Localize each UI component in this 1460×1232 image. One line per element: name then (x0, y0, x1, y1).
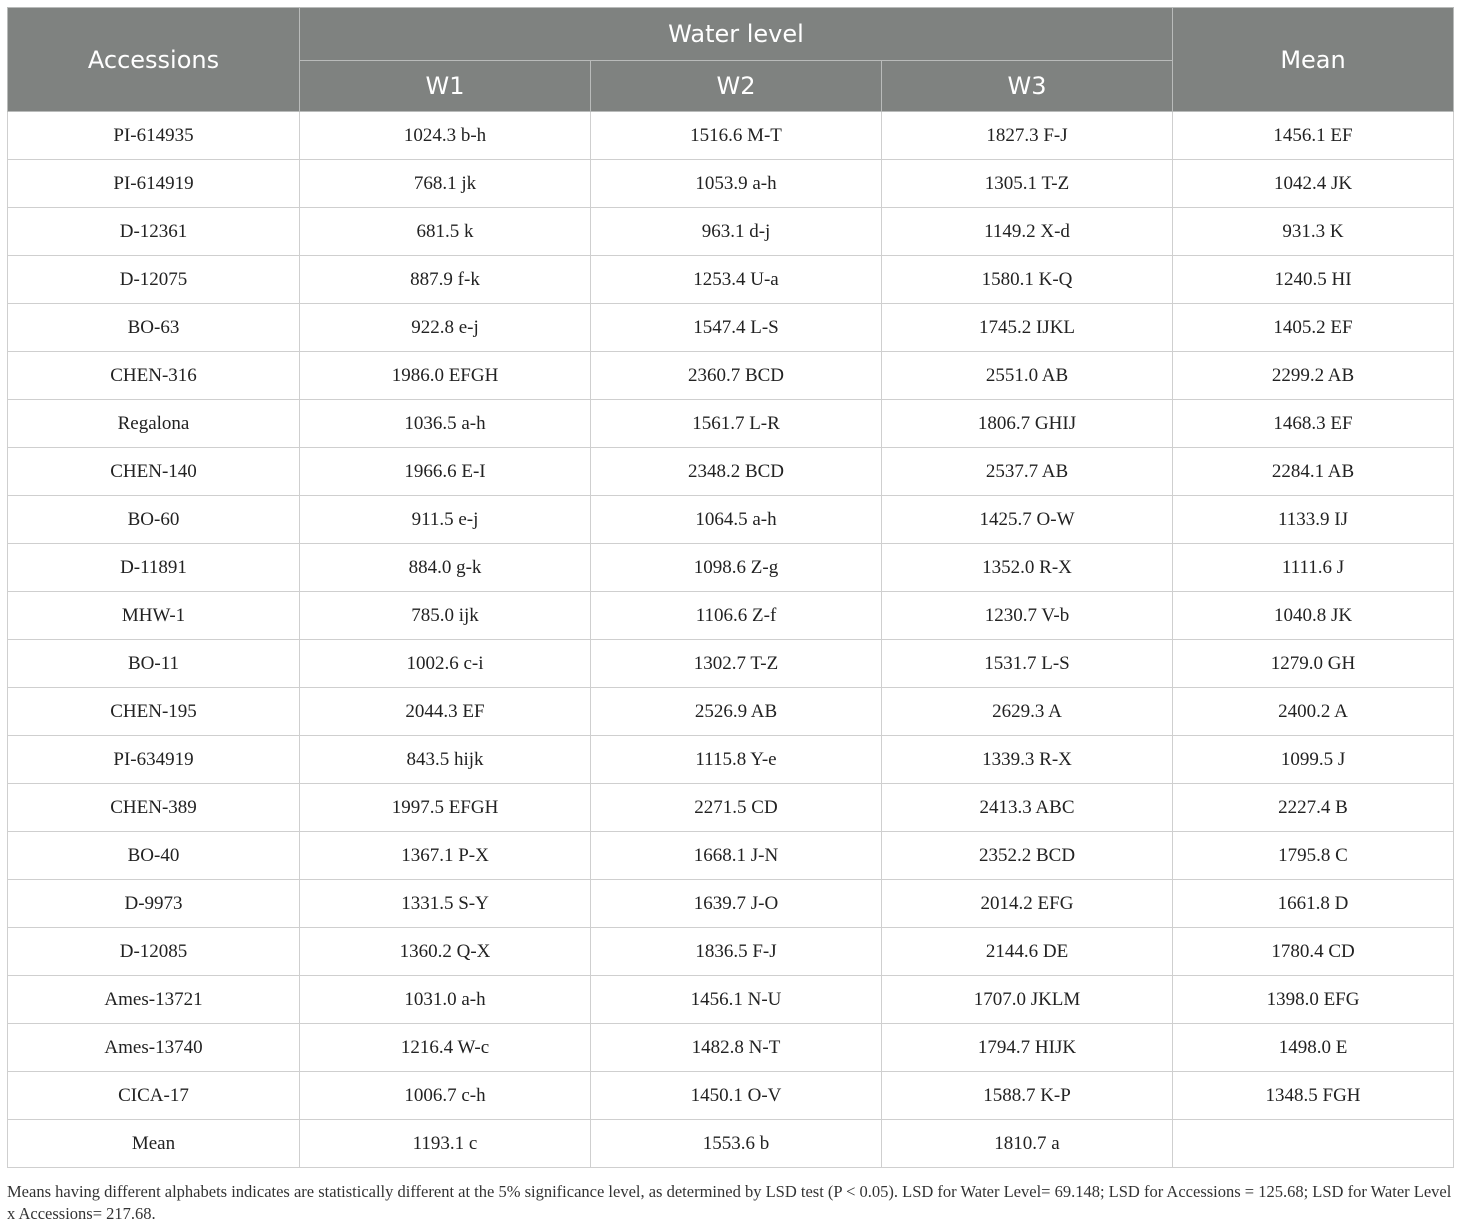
cell-accession: D-12361 (8, 208, 300, 256)
cell-accession: CICA-17 (8, 1072, 300, 1120)
cell-w1: 922.8 e-j (300, 304, 591, 352)
cell-mean: 1398.0 EFG (1173, 976, 1454, 1024)
cell-w2: 1115.8 Y-e (591, 736, 882, 784)
table-row (8, 160, 1454, 208)
cell-mean: 1133.9 IJ (1173, 496, 1454, 544)
cell-mean: 1405.2 EF (1173, 304, 1454, 352)
cell-w2: 1450.1 O-V (591, 1072, 882, 1120)
cell-w1: 1193.1 c (300, 1120, 591, 1168)
cell-w1: 887.9 f-k (300, 256, 591, 304)
cell-w2: 1482.8 N-T (591, 1024, 882, 1072)
cell-w2: 1561.7 L-R (591, 400, 882, 448)
table-row (8, 304, 1454, 352)
cell-mean: 931.3 K (1173, 208, 1454, 256)
cell-w2: 1668.1 J-N (591, 832, 882, 880)
cell-w1: 1966.6 E-I (300, 448, 591, 496)
cell-w3: 1580.1 K-Q (882, 256, 1173, 304)
cell-accession: MHW-1 (8, 592, 300, 640)
header-w3: W3 (882, 61, 1173, 112)
cell-mean: 1348.5 FGH (1173, 1072, 1454, 1120)
cell-accession: CHEN-316 (8, 352, 300, 400)
cell-mean: 1498.0 E (1173, 1024, 1454, 1072)
cell-mean: 1456.1 EF (1173, 112, 1454, 160)
cell-accession: D-12085 (8, 928, 300, 976)
cell-w3: 2413.3 ABC (882, 784, 1173, 832)
data-table-container (7, 7, 1453, 1168)
cell-w2: 1836.5 F-J (591, 928, 882, 976)
cell-w3: 2352.2 BCD (882, 832, 1173, 880)
cell-w1: 785.0 ijk (300, 592, 591, 640)
table-row (8, 688, 1454, 736)
cell-w3: 1149.2 X-d (882, 208, 1173, 256)
header-w1: W1 (300, 61, 591, 112)
cell-w2: 1516.6 M-T (591, 112, 882, 160)
table-row (8, 592, 1454, 640)
cell-accession: PI-614919 (8, 160, 300, 208)
cell-accession: BO-11 (8, 640, 300, 688)
cell-accession: Mean (8, 1120, 300, 1168)
cell-w1: 911.5 e-j (300, 496, 591, 544)
cell-accession: PI-634919 (8, 736, 300, 784)
table-body (8, 112, 1454, 1168)
table-row (8, 400, 1454, 448)
cell-w1: 1036.5 a-h (300, 400, 591, 448)
header-w2: W2 (591, 61, 882, 112)
cell-w1: 1997.5 EFGH (300, 784, 591, 832)
cell-accession: D-12075 (8, 256, 300, 304)
cell-accession: CHEN-389 (8, 784, 300, 832)
cell-w1: 1216.4 W-c (300, 1024, 591, 1072)
cell-w2: 2526.9 AB (591, 688, 882, 736)
cell-w2: 1456.1 N-U (591, 976, 882, 1024)
header-water-level: Water level (300, 8, 1173, 61)
accessions-water-level-table (7, 7, 1454, 1168)
cell-w2: 1547.4 L-S (591, 304, 882, 352)
cell-accession: Regalona (8, 400, 300, 448)
cell-w1: 768.1 jk (300, 160, 591, 208)
cell-mean: 1468.3 EF (1173, 400, 1454, 448)
cell-w3: 1810.7 a (882, 1120, 1173, 1168)
cell-accession: BO-60 (8, 496, 300, 544)
cell-w3: 2537.7 AB (882, 448, 1173, 496)
header-accessions: Accessions (8, 8, 300, 112)
table-row (8, 1072, 1454, 1120)
cell-mean: 2299.2 AB (1173, 352, 1454, 400)
cell-w1: 1367.1 P-X (300, 832, 591, 880)
table-row (8, 832, 1454, 880)
table-row (8, 976, 1454, 1024)
cell-w3: 1794.7 HIJK (882, 1024, 1173, 1072)
table-row (8, 784, 1454, 832)
cell-accession: D-11891 (8, 544, 300, 592)
cell-accession: CHEN-195 (8, 688, 300, 736)
table-row (8, 496, 1454, 544)
header-mean: Mean (1173, 8, 1454, 112)
cell-w2: 2360.7 BCD (591, 352, 882, 400)
cell-mean: 1099.5 J (1173, 736, 1454, 784)
cell-w2: 1253.4 U-a (591, 256, 882, 304)
cell-w1: 1002.6 c-i (300, 640, 591, 688)
table-row (8, 880, 1454, 928)
cell-w3: 1707.0 JKLM (882, 976, 1173, 1024)
cell-w3: 1531.7 L-S (882, 640, 1173, 688)
cell-accession: Ames-13721 (8, 976, 300, 1024)
cell-w2: 1639.7 J-O (591, 880, 882, 928)
cell-mean: 1042.4 JK (1173, 160, 1454, 208)
cell-w1: 1006.7 c-h (300, 1072, 591, 1120)
table-footnote: Means having different alphabets indicates are statistically different at the 5% significance level, as determined by LSD test (P < 0.05). LSD for Water Level= 69.148; LSD for Accessions = 125.68; LSD for Water Level x Accessions= 217.68. (7, 1182, 1452, 1223)
cell-accession: Ames-13740 (8, 1024, 300, 1072)
cell-w3: 1230.7 V-b (882, 592, 1173, 640)
cell-w2: 2348.2 BCD (591, 448, 882, 496)
cell-mean: 1111.6 J (1173, 544, 1454, 592)
cell-w2: 1302.7 T-Z (591, 640, 882, 688)
cell-w1: 884.0 g-k (300, 544, 591, 592)
cell-w3: 1588.7 K-P (882, 1072, 1173, 1120)
cell-w3: 2629.3 A (882, 688, 1173, 736)
cell-mean: 2284.1 AB (1173, 448, 1454, 496)
cell-w1: 1031.0 a-h (300, 976, 591, 1024)
cell-mean (1173, 1120, 1454, 1168)
table-row (8, 352, 1454, 400)
cell-mean: 2227.4 B (1173, 784, 1454, 832)
cell-mean: 1040.8 JK (1173, 592, 1454, 640)
cell-w1: 1986.0 EFGH (300, 352, 591, 400)
cell-w3: 2551.0 AB (882, 352, 1173, 400)
cell-w3: 1745.2 IJKL (882, 304, 1173, 352)
table-row (8, 736, 1454, 784)
cell-accession: D-9973 (8, 880, 300, 928)
cell-w3: 1305.1 T-Z (882, 160, 1173, 208)
table-row (8, 256, 1454, 304)
cell-w1: 1331.5 S-Y (300, 880, 591, 928)
cell-w3: 1352.0 R-X (882, 544, 1173, 592)
cell-accession: CHEN-140 (8, 448, 300, 496)
cell-w2: 2271.5 CD (591, 784, 882, 832)
cell-w2: 1053.9 a-h (591, 160, 882, 208)
cell-w2: 963.1 d-j (591, 208, 882, 256)
cell-mean: 1240.5 HI (1173, 256, 1454, 304)
table-row (8, 208, 1454, 256)
cell-accession: PI-614935 (8, 112, 300, 160)
table-row (8, 544, 1454, 592)
table-row (8, 1120, 1454, 1168)
cell-accession: BO-63 (8, 304, 300, 352)
cell-w2: 1098.6 Z-g (591, 544, 882, 592)
cell-w1: 681.5 k (300, 208, 591, 256)
cell-mean: 2400.2 A (1173, 688, 1454, 736)
table-row (8, 448, 1454, 496)
cell-w3: 1827.3 F-J (882, 112, 1173, 160)
cell-w3: 1806.7 GHIJ (882, 400, 1173, 448)
cell-w3: 2014.2 EFG (882, 880, 1173, 928)
cell-w1: 843.5 hijk (300, 736, 591, 784)
cell-mean: 1795.8 C (1173, 832, 1454, 880)
cell-w3: 2144.6 DE (882, 928, 1173, 976)
cell-mean: 1279.0 GH (1173, 640, 1454, 688)
table-row (8, 1024, 1454, 1072)
cell-mean: 1661.8 D (1173, 880, 1454, 928)
cell-w1: 1024.3 b-h (300, 112, 591, 160)
table-row (8, 112, 1454, 160)
cell-w2: 1064.5 a-h (591, 496, 882, 544)
cell-w3: 1339.3 R-X (882, 736, 1173, 784)
cell-w1: 1360.2 Q-X (300, 928, 591, 976)
cell-mean: 1780.4 CD (1173, 928, 1454, 976)
cell-w2: 1553.6 b (591, 1120, 882, 1168)
cell-w1: 2044.3 EF (300, 688, 591, 736)
table-header (8, 8, 1454, 112)
cell-accession: BO-40 (8, 832, 300, 880)
table-row (8, 640, 1454, 688)
cell-w2: 1106.6 Z-f (591, 592, 882, 640)
table-row (8, 928, 1454, 976)
cell-w3: 1425.7 O-W (882, 496, 1173, 544)
